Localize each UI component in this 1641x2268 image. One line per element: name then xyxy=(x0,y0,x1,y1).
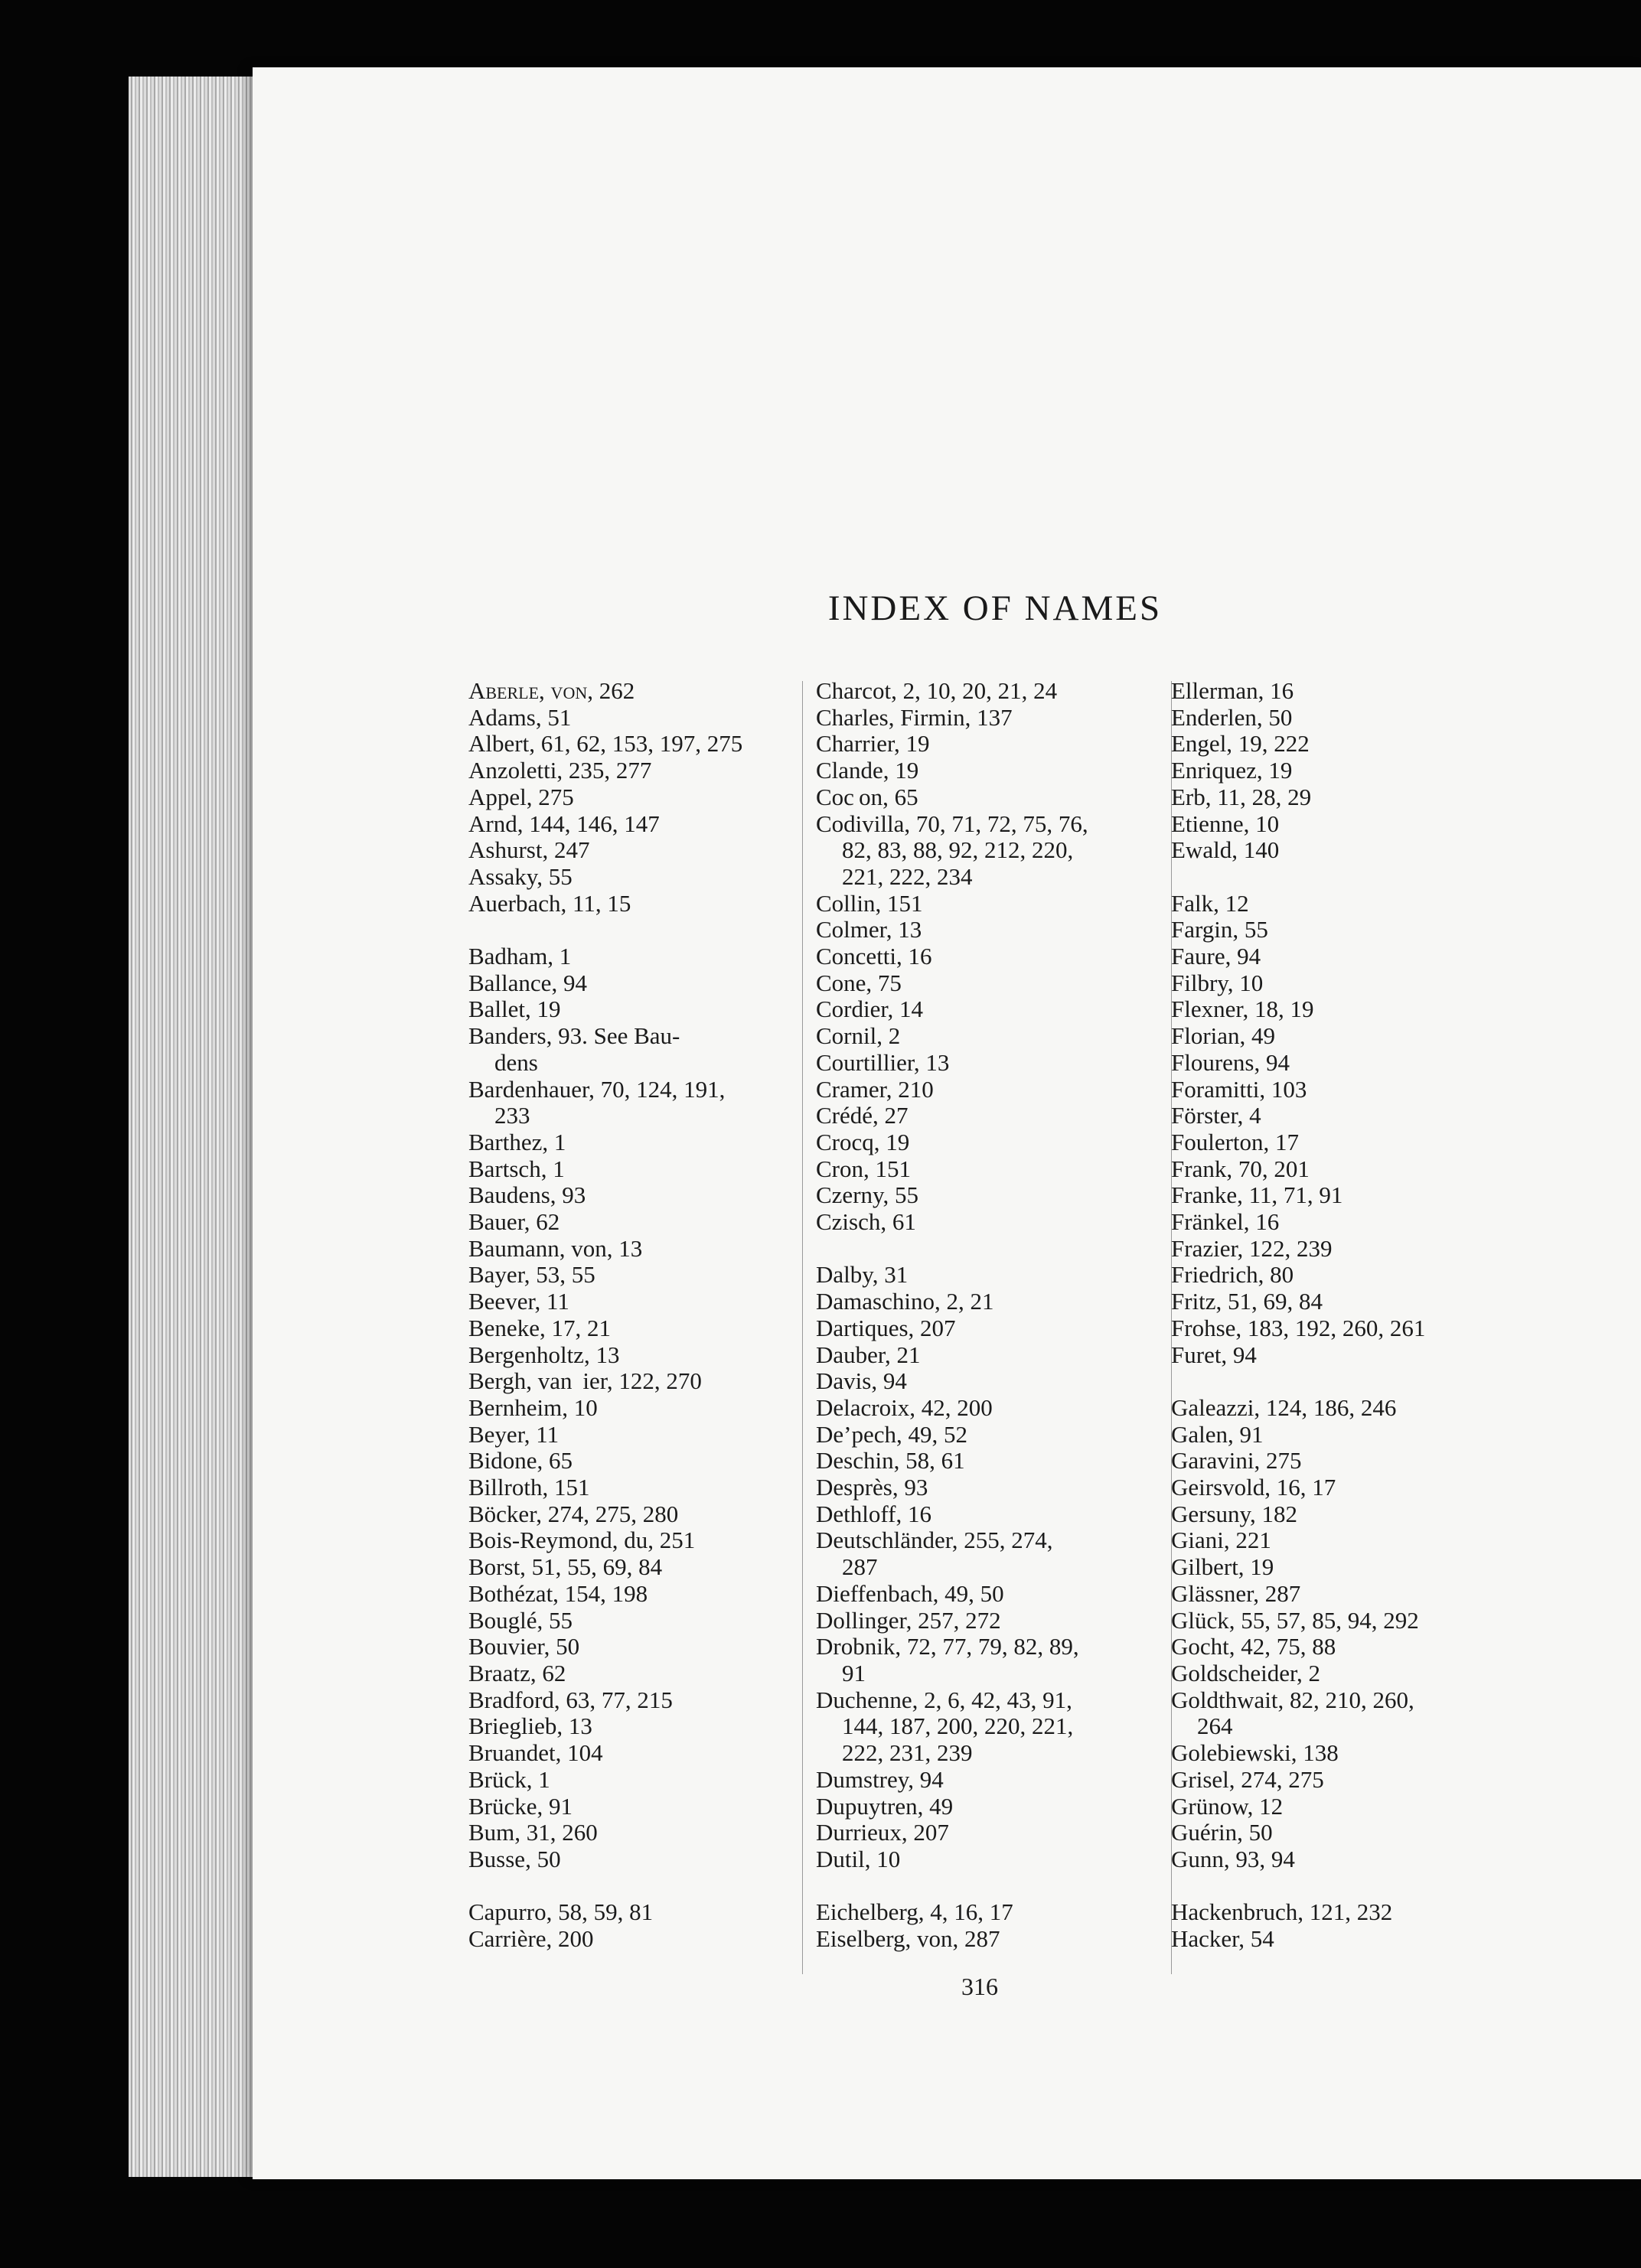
index-entry: Eiselberg, von, 287 xyxy=(816,1925,1000,1953)
index-entry: De’pech, 49, 52 xyxy=(816,1420,967,1448)
index-entry: Gersuny, 182 xyxy=(1171,1500,1298,1527)
index-entry: Galen, 91 xyxy=(1171,1420,1264,1448)
index-entry: dens xyxy=(494,1048,538,1076)
index-entry: Gunn, 93, 94 xyxy=(1171,1845,1295,1872)
index-entry: Ashurst, 247 xyxy=(468,836,590,864)
index-entry: Czerny, 55 xyxy=(816,1181,919,1209)
index-entry: Albert, 61, 62, 153, 197, 275 xyxy=(468,730,743,758)
index-entry: Baumann, von, 13 xyxy=(468,1234,643,1262)
index-entry: Duchenne, 2, 6, 42, 43, 91, xyxy=(816,1686,1072,1713)
index-entry: Concetti, 16 xyxy=(816,943,932,970)
index-entry: Bernheim, 10 xyxy=(468,1393,598,1421)
index-entry: Engel, 19, 222 xyxy=(1171,730,1310,758)
index-entry: Baudens, 93 xyxy=(468,1181,586,1209)
index-entry: Beyer, 11 xyxy=(468,1420,560,1448)
index-entry: Codivilla, 70, 71, 72, 75, 76, xyxy=(816,810,1088,837)
index-entry: Brieglieb, 13 xyxy=(468,1712,592,1740)
index-entry: Damaschino, 2, 21 xyxy=(816,1288,994,1315)
index-entry: Dartiques, 207 xyxy=(816,1314,956,1341)
index-entry: Anzoletti, 235, 277 xyxy=(468,757,652,784)
index-letter-gap xyxy=(468,917,828,943)
index-entry: Gocht, 42, 75, 88 xyxy=(1171,1633,1336,1660)
index-column-2 xyxy=(816,678,1162,1953)
index-entry: Faure, 94 xyxy=(1171,943,1261,970)
index-entry: Bouvier, 50 xyxy=(468,1633,580,1660)
index-column-3 xyxy=(1171,678,1523,1953)
index-entry: 91 xyxy=(842,1660,866,1686)
index-entry: 222, 231, 239 xyxy=(842,1739,973,1767)
page-number: 316 xyxy=(961,1973,998,2000)
index-entry: Barthez, 1 xyxy=(468,1128,566,1155)
index-entry: Ballet, 19 xyxy=(468,996,561,1023)
index-entry: Golebiewski, 138 xyxy=(1171,1739,1339,1767)
index-entry: Bruandet, 104 xyxy=(468,1739,603,1767)
index-entry: 287 xyxy=(842,1553,878,1581)
index-entry: Deschin, 58, 61 xyxy=(816,1447,965,1475)
index-entry: Deutschländer, 255, 274, xyxy=(816,1527,1053,1554)
index-entry: Bauer, 62 xyxy=(468,1208,560,1236)
index-entry: Förster, 4 xyxy=(1171,1102,1261,1129)
index-entry: Davis, 94 xyxy=(816,1367,907,1395)
index-entry: Billroth, 151 xyxy=(468,1474,590,1501)
index-entry: Beneke, 17, 21 xyxy=(468,1314,611,1341)
index-entry: Ewald, 140 xyxy=(1171,836,1280,864)
index-entry: Collin, 151 xyxy=(816,889,923,917)
index-entry: Charcot, 2, 10, 20, 21, 24 xyxy=(816,677,1058,704)
index-entry: Dumstrey, 94 xyxy=(816,1765,944,1793)
index-letter-gap xyxy=(1171,1368,1523,1395)
index-entry: Bartsch, 1 xyxy=(468,1155,565,1182)
index-entry: Fränkel, 16 xyxy=(1171,1208,1280,1236)
index-entry: Dupuytren, 49 xyxy=(816,1792,954,1820)
index-entry: Enriquez, 19 xyxy=(1171,757,1293,784)
index-entry: Hackenbruch, 121, 232 xyxy=(1171,1898,1393,1926)
index-entry: Erb, 11, 28, 29 xyxy=(1171,783,1312,810)
index-entry: Glässner, 287 xyxy=(1171,1579,1301,1607)
index-entry: Bidone, 65 xyxy=(468,1447,573,1475)
index-entry: Coc on, 65 xyxy=(816,783,918,810)
index-entry: Borst, 51, 55, 69, 84 xyxy=(468,1553,663,1581)
index-entry: Busse, 50 xyxy=(468,1845,561,1872)
index-entry: Capurro, 58, 59, 81 xyxy=(468,1898,654,1926)
index-entry: Charles, Firmin, 137 xyxy=(816,703,1013,731)
index-entry: Clande, 19 xyxy=(816,757,919,784)
index-entry: Desprès, 93 xyxy=(816,1474,928,1501)
index-entry: Frank, 70, 201 xyxy=(1171,1155,1310,1182)
index-entry: Geirsvold, 16, 17 xyxy=(1171,1474,1336,1501)
index-entry: Eichelberg, 4, 16, 17 xyxy=(816,1898,1013,1926)
index-entry: 233 xyxy=(494,1102,530,1129)
index-entry: Dethloff, 16 xyxy=(816,1500,931,1527)
index-entry: Giani, 221 xyxy=(1171,1527,1271,1554)
index-entry: Etienne, 10 xyxy=(1171,810,1280,837)
index-column-1 xyxy=(468,678,828,1953)
index-entry: Goldscheider, 2 xyxy=(1171,1659,1321,1686)
index-entry: Appel, 275 xyxy=(468,783,574,810)
index-entry: Cron, 151 xyxy=(816,1155,911,1182)
index-entry: Bayer, 53, 55 xyxy=(468,1261,595,1289)
index-entry: 82, 83, 88, 92, 212, 220, xyxy=(842,836,1074,864)
index-letter-gap xyxy=(1171,864,1523,891)
index-entry: Beever, 11 xyxy=(468,1288,569,1315)
index-entry: Böcker, 274, 275, 280 xyxy=(468,1500,679,1527)
index-entry: Flourens, 94 xyxy=(1171,1048,1290,1076)
index-entry: Bergenholtz, 13 xyxy=(468,1341,620,1368)
index-entry: Grisel, 274, 275 xyxy=(1171,1765,1324,1793)
column-divider xyxy=(802,681,803,1974)
index-entry: Garavini, 275 xyxy=(1171,1447,1302,1475)
index-entry: Bum, 31, 260 xyxy=(468,1819,598,1846)
index-entry: Hacker, 54 xyxy=(1171,1925,1274,1952)
index-entry: Flexner, 18, 19 xyxy=(1171,996,1314,1023)
index-entry: Dieffenbach, 49, 50 xyxy=(816,1579,1004,1607)
index-entry: Cone, 75 xyxy=(816,969,902,996)
index-letter-gap xyxy=(816,1236,1162,1263)
index-entry: Carrière, 200 xyxy=(468,1925,594,1953)
index-entry: Ballance, 94 xyxy=(468,969,587,996)
index-entry: Frazier, 122, 239 xyxy=(1171,1234,1333,1262)
index-entry: Bradford, 63, 77, 215 xyxy=(468,1686,673,1713)
index-entry: Franke, 11, 71, 91 xyxy=(1171,1181,1343,1209)
index-entry: Goldthwait, 82, 210, 260, xyxy=(1171,1686,1414,1713)
index-entry: Gilbert, 19 xyxy=(1171,1553,1274,1581)
index-entry: Charrier, 19 xyxy=(816,730,930,758)
index-entry: 144, 187, 200, 220, 221, xyxy=(842,1712,1074,1740)
index-entry: Glück, 55, 57, 85, 94, 292 xyxy=(1171,1606,1419,1634)
index-entry: Assaky, 55 xyxy=(468,862,573,890)
index-entry: Czisch, 61 xyxy=(816,1208,916,1236)
index-entry: Badham, 1 xyxy=(468,943,572,970)
index-entry: Enderlen, 50 xyxy=(1171,703,1293,731)
page-title: INDEX OF NAMES xyxy=(827,588,1163,628)
index-entry: Banders, 93. See Bau- xyxy=(468,1022,680,1050)
index-entry: Falk, 12 xyxy=(1171,889,1249,917)
index-entry: Bardenhauer, 70, 124, 191, xyxy=(468,1075,726,1103)
index-entry: Arnd, 144, 146, 147 xyxy=(468,810,660,837)
index-entry: Adams, 51 xyxy=(468,703,572,731)
index-entry: Filbry, 10 xyxy=(1171,969,1264,996)
index-entry: Dutil, 10 xyxy=(816,1845,901,1872)
index-entry: Brück, 1 xyxy=(468,1765,550,1793)
index-entry: Florian, 49 xyxy=(1171,1022,1276,1050)
book-page-edges xyxy=(129,77,266,2177)
index-entry: Drobnik, 72, 77, 79, 82, 89, xyxy=(816,1633,1079,1660)
index-entry: Frohse, 183, 192, 260, 261 xyxy=(1171,1314,1426,1341)
index-entry: Dalby, 31 xyxy=(816,1261,909,1289)
index-entry: Guérin, 50 xyxy=(1171,1819,1273,1846)
index-entry: Durrieux, 207 xyxy=(816,1819,949,1846)
index-entry: 264 xyxy=(1197,1712,1233,1740)
index-entry: Furet, 94 xyxy=(1171,1341,1257,1368)
index-entry: Auerbach, 11, 15 xyxy=(468,889,631,917)
index-entry: Fritz, 51, 69, 84 xyxy=(1171,1288,1323,1315)
index-entry: Bergh, van ier, 122, 270 xyxy=(468,1367,702,1395)
index-entry: Delacroix, 42, 200 xyxy=(816,1393,993,1421)
index-letter-gap xyxy=(1171,1873,1523,1900)
index-entry: Aberle, von, 262 xyxy=(468,677,635,704)
index-entry: Crédé, 27 xyxy=(816,1102,909,1129)
index-entry: Bothézat, 154, 198 xyxy=(468,1579,648,1607)
index-entry: Cordier, 14 xyxy=(816,996,923,1023)
index-entry: Grünow, 12 xyxy=(1171,1792,1284,1820)
index-entry: Ellerman, 16 xyxy=(1171,677,1294,704)
index-entry: Cornil, 2 xyxy=(816,1022,901,1050)
index-entry: Dauber, 21 xyxy=(816,1341,921,1368)
index-entry: Colmer, 13 xyxy=(816,916,922,943)
index-entry: 221, 222, 234 xyxy=(842,862,973,890)
index-entry: Dollinger, 257, 272 xyxy=(816,1606,1001,1634)
index-entry: Crocq, 19 xyxy=(816,1128,910,1155)
index-entry: Galeazzi, 124, 186, 246 xyxy=(1171,1393,1397,1421)
index-entry: Bouglé, 55 xyxy=(468,1606,573,1634)
index-letter-gap xyxy=(816,1873,1162,1900)
index-entry: Bois-Reymond, du, 251 xyxy=(468,1527,696,1554)
index-entry: Fargin, 55 xyxy=(1171,916,1268,943)
index-entry: Foulerton, 17 xyxy=(1171,1128,1300,1155)
index-entry: Foramitti, 103 xyxy=(1171,1075,1307,1103)
index-entry: Brücke, 91 xyxy=(468,1792,573,1820)
index-entry: Braatz, 62 xyxy=(468,1660,566,1686)
index-entry: Cramer, 210 xyxy=(816,1075,934,1103)
index-letter-gap xyxy=(468,1873,828,1900)
index-entry: Courtillier, 13 xyxy=(816,1048,950,1076)
index-entry: Friedrich, 80 xyxy=(1171,1261,1294,1289)
